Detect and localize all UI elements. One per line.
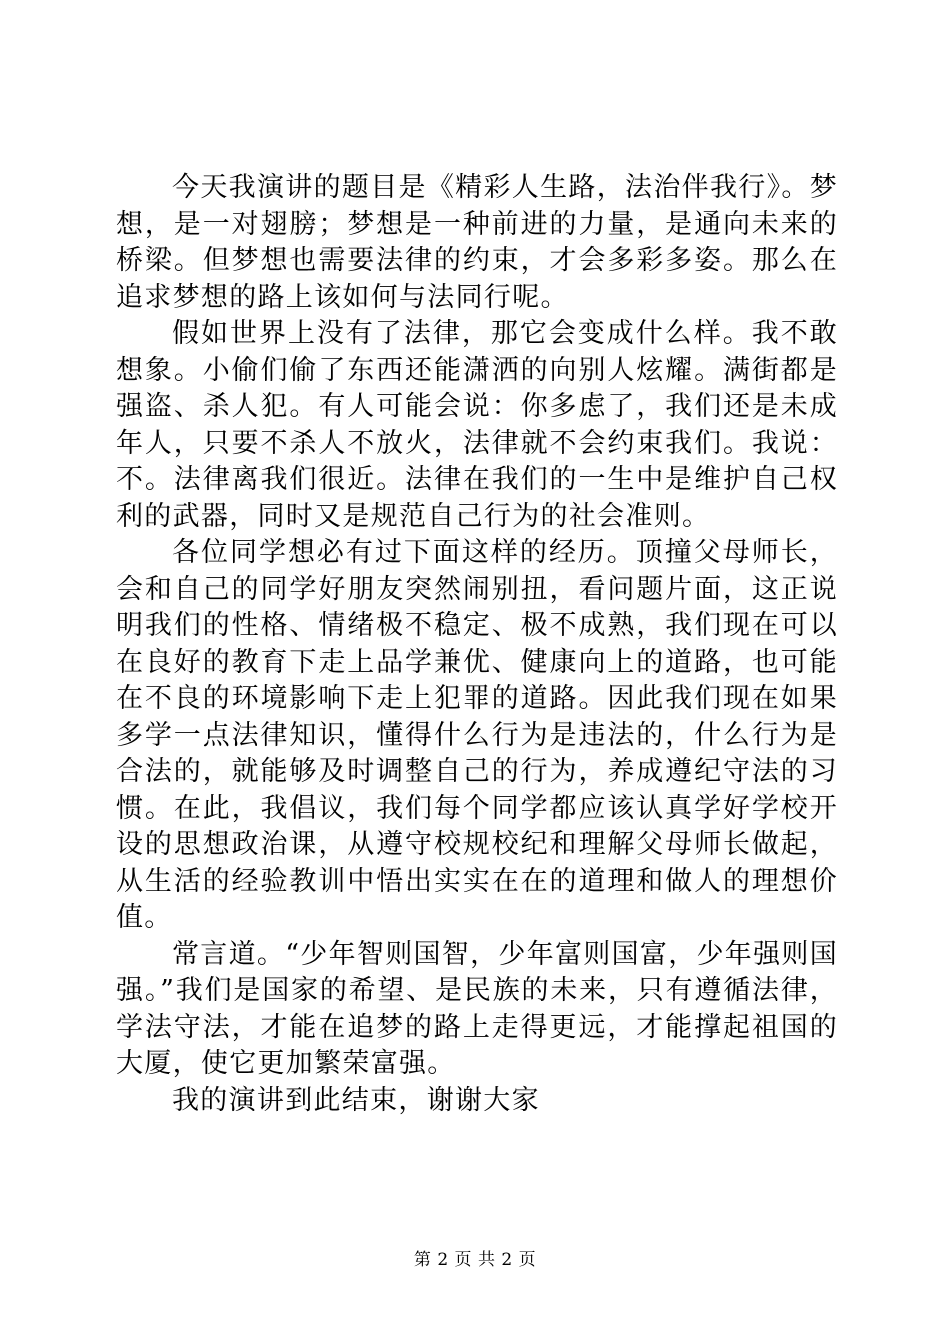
paragraph-experience: 各位同学想必有过下面这样的经历。顶撞父母师长，会和自己的同学好朋友突然闹别扭，看问题片面，这正说明我们的性格、情绪极不稳定、极不成熟，我们现在可以在良好的教育下走上品学兼优、健康向上的道路，也可能在不良的环境影响下走上犯罪的道路。因此我们现在如果多学一点法律知识，懂得什么行为是违法的，什么行为是合法的，就能够及时调整自己的行为，养成遵纪守法的习惯。在此，我倡议，我们每个同学都应该认真学好学校开设的思想政治课，从遵守校规校纪和理解父母师长做起，从生活的经验教训中悟出实实在在的道理和做人的理想价值。	[116, 537, 838, 933]
paragraph-proverb: 常言道。“少年智则国智，少年富则国富，少年强则国强。”我们是国家的希望、是民族的未来，只有遵循法律，学法守法，才能在追梦的路上走得更远，才能撑起祖国的大厦，使它更加繁荣富强。	[116, 938, 839, 1079]
paragraph-no-law: 假如世界上没有了法律，那它会变成什么样。我不敢想象。小偷们偷了东西还能潇洒的向别人炫耀。满街都是强盗、杀人犯。有人可能会说：你多虑了，我们还是未成年人，只要不杀人不放火，法律就不会约束我们。我说：不。法律离我们很近。法律在我们的一生中是维护自己权利的武器，同时又是规范自己行为的社会准则。	[116, 318, 838, 532]
paragraph-intro: 今天我演讲的题目是《精彩人生路，法治伴我行》。梦想，是一对翅膀；梦想是一种前进的力量，是通向未来的桥梁。但梦想也需要法律的约束，才会多彩多姿。那么在追求梦想的路上该如何与法同行呢。	[116, 172, 838, 313]
speech-body	[116, 170, 838, 1119]
paragraph-closing: 我的演讲到此结束，谢谢大家	[172, 1084, 540, 1116]
page-footer: 第 2 页 共 2 页	[413, 1250, 537, 1270]
